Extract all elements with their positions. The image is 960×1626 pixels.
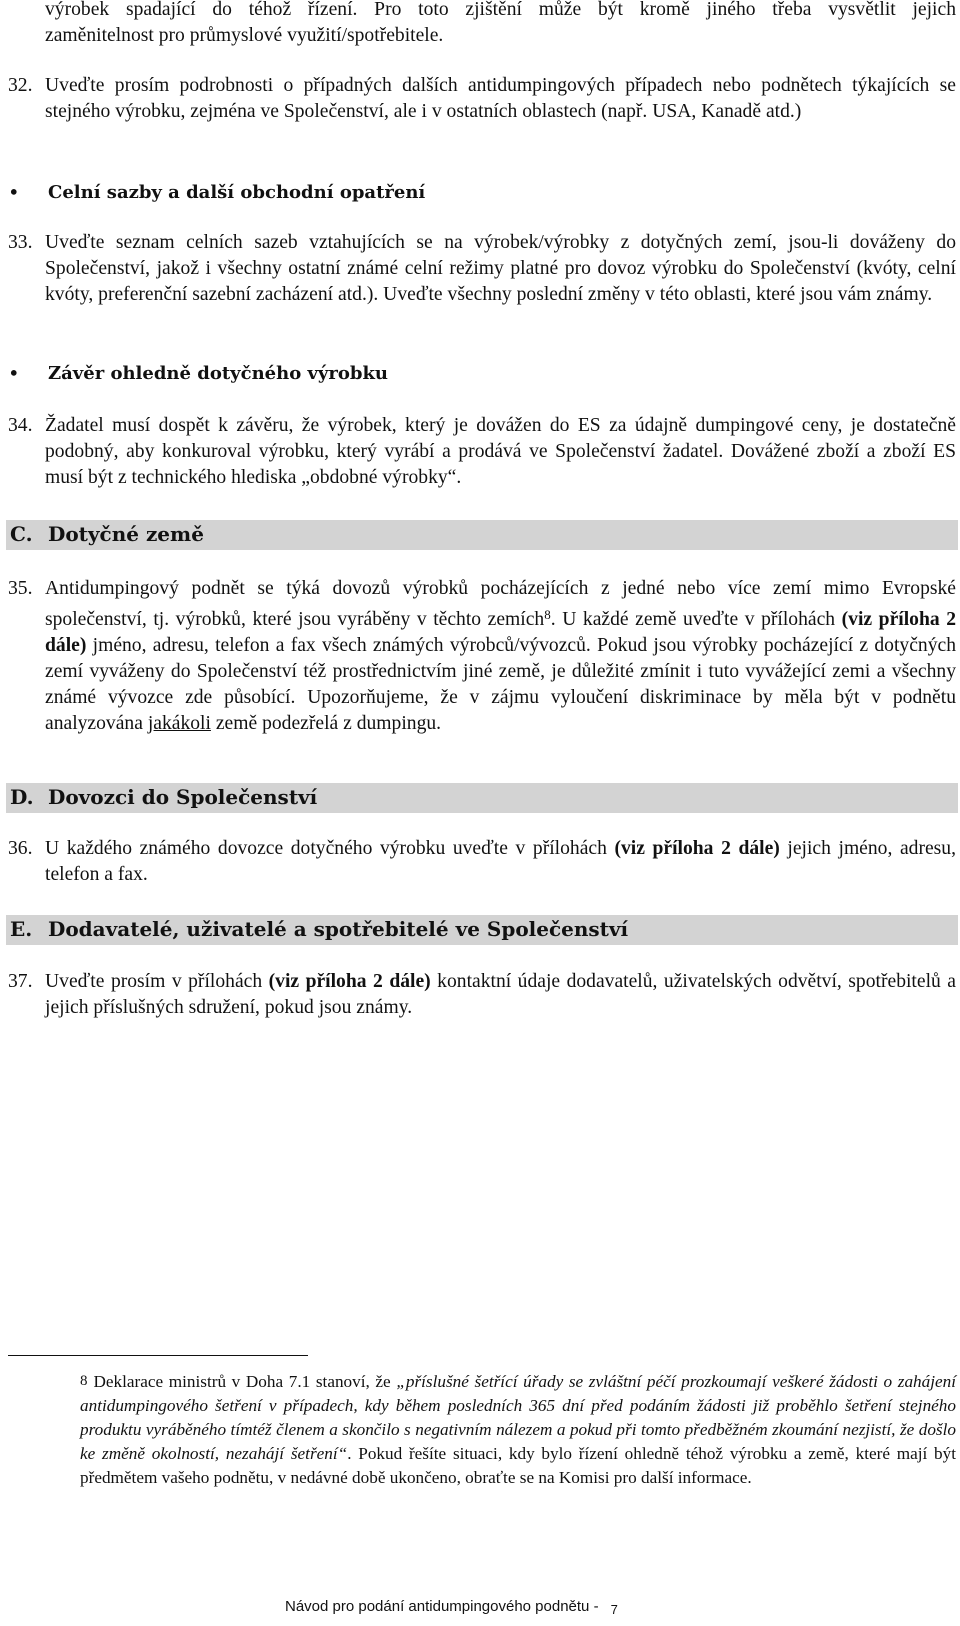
heading-label: Závěr ohledně dotyčného výrobku [48, 363, 389, 384]
text-run: . U každé země uveďte v přílohách [550, 609, 842, 630]
footnote-quote: „příslušné šetřící úřady se zvláštní péčí prozkoumají veškeré žádosti o zahájení antidumpingového šetření v případech, kdy během posledních 365 dní před podáním žádosti již proběhlo šetření stejného produktu vyráběného tímtéž členem a skončilo s negativním nálezem a pokud při tomto předběžném zkoumání nezjistí, že došlo ke změně okolností, nezahájí šetření“ [80, 1372, 956, 1463]
section-letter: D. [10, 785, 34, 809]
text-run: U každého známého dovozce dotyčného výrobku uveďte v přílohách [45, 838, 615, 859]
paragraph-35 [8, 576, 956, 737]
paragraph-34 [8, 413, 956, 491]
section-letter: E. [10, 917, 33, 941]
paragraph-33 [8, 230, 956, 308]
paragraph-text: Uveďte prosím podrobnosti o případných dalších antidumpingových případech nebo podnětech týkajících se stejného výrobku, zejména ve Společenství, ale i v ostatních oblastech (např. USA, Kanadě atd.) [45, 75, 956, 122]
section-e-heading [6, 915, 958, 945]
text-run: jejich jméno, adresu, telefon a fax. [45, 838, 956, 885]
section-title: Dodavatelé, uživatelé a spotřebitelé ve Společenství [48, 917, 629, 941]
paragraph-number: 34. [8, 415, 33, 436]
page-footer [285, 1598, 618, 1617]
paragraph-text: Žadatel musí dospět k závěru, že výrobek, který je dovážen do ES za údajně dumpingové ceny, je dostatečně podobný, aby konkuroval výrobku, který vyrábí a prodává ve Společenství žadatel. Dovážené zboží a zboží ES musí být z technického hlediska „obdobné výrobky“. [45, 415, 956, 488]
bullet-icon: • [8, 362, 20, 385]
paragraph-number: 37. [8, 971, 33, 992]
page-number: 7 [610, 1602, 618, 1617]
footnote-mark: 8 [80, 1373, 88, 1389]
underlined-word: jakákoli [147, 713, 211, 734]
text-run: Antidumpingový podnět se týká dovozů výrobků pocházejících z jedné nebo více zemí mimo Evropské společenství, tj. výrobků, které jsou vyráběny v těchto zemích [45, 578, 956, 630]
footnote-intro: Deklarace ministrů v Doha 7.1 stanoví, že [93, 1372, 397, 1391]
continuation-line-1: výrobek spadající do téhož řízení. Pro toto zjištění může být kromě jiného třeba vysvětlit jejich [45, 0, 956, 20]
text-run: jméno, adresu, telefon a fax všech známých výrobců/vývozců. Pokud jsou výrobky pocházející z dotyčných zemí vyváženy do Společenství též prostřednictvím jiné země, je důležité zmínit i tuto vyvážející zemi a všechny známé vývozce zde působící. Upozorňujeme, že v zájmu vyloučení diskriminace by měla být v podnětu analyzována [45, 635, 956, 734]
paragraph-number: 33. [8, 232, 33, 253]
paragraph-text [45, 836, 956, 888]
text-run: Uveďte prosím v přílohách [45, 971, 269, 992]
section-letter: C. [10, 522, 33, 546]
text-run: země podezřelá z dumpingu. [210, 713, 442, 734]
annex-reference: (viz příloha 2 dále) [614, 838, 780, 859]
footnote-8 [80, 1369, 956, 1490]
footer-title: Návod pro podání antidumpingového podnětu - [285, 1598, 599, 1615]
annex-reference: (viz příloha 2 dále) [45, 609, 956, 656]
section-title: Dotyčné země [48, 522, 204, 546]
paragraph-number: 32. [8, 75, 33, 96]
footnote-separator [8, 1355, 308, 1356]
section-c-heading [6, 520, 958, 550]
paragraph-37 [8, 969, 956, 1021]
paragraph-number: 36. [8, 838, 33, 859]
text-run: kontaktní údaje dodavatelů, uživatelských odvětví, spotřebitelů a jejich příslušných sdružení, pokud jsou známy. [45, 971, 956, 1018]
paragraph-text [45, 969, 956, 1021]
continuation-line-2: zaměnitelnost pro průmyslové využití/spotřebitele. [45, 25, 444, 46]
continuation-paragraph [45, 0, 956, 49]
section-title: Dovozci do Společenství [48, 785, 318, 809]
paragraph-text [45, 576, 956, 737]
section-d-heading [6, 783, 958, 813]
footnote-reference: 8 [544, 607, 551, 622]
paragraph-text: Uveďte seznam celních sazeb vztahujících se na výrobek/výrobky z dotyčných zemí, jsou-li dováženy do Společenství, jakož i všechny ostatní známé celní režimy platné pro dovoz výrobku do Společenství (kvóty, celní kvóty, preferenční sazební zacházení atd.). Uveďte všechny poslední změny v této oblasti, které jsou vám známy. [45, 232, 956, 305]
annex-reference: (viz příloha 2 dále) [268, 971, 431, 992]
paragraph-number: 35. [8, 578, 33, 599]
footnote-rest: . Pokud řešíte situaci, kdy bylo řízení ohledně téhož výrobku a země, které mají být předmětem vašeho podnětu, v nedávné době ukončeno, obraťte se na Komisi pro další informace. [80, 1444, 956, 1487]
paragraph-36 [8, 836, 956, 888]
bullet-icon: • [8, 181, 20, 204]
heading-label: Celní sazby a další obchodní opatření [48, 182, 426, 203]
paragraph-32 [8, 73, 956, 125]
